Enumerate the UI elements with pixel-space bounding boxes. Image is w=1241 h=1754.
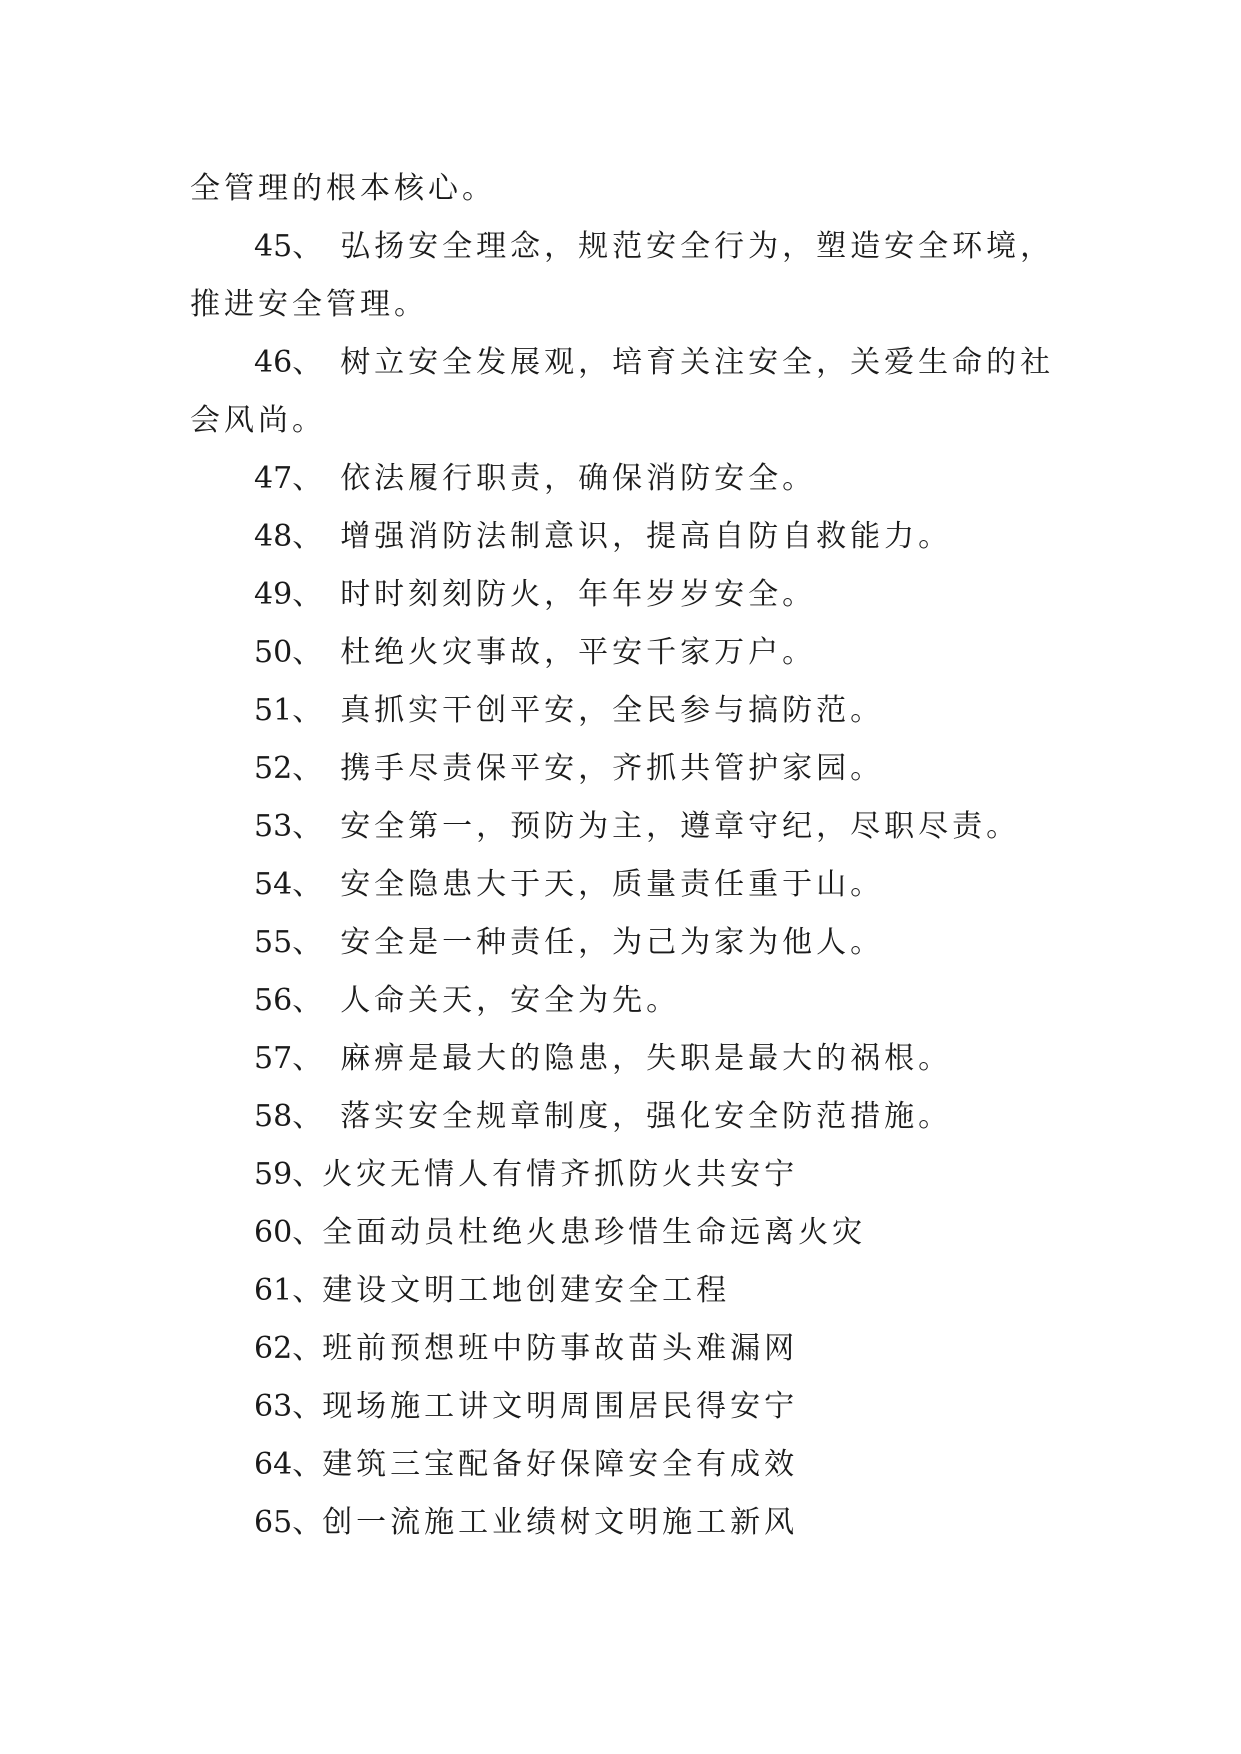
item-text: 现场施工讲文明周围居民得安宁	[322, 1389, 799, 1424]
item-number: 53	[254, 809, 293, 844]
list-item-60	[190, 1204, 1050, 1262]
item-number: 54	[254, 867, 293, 902]
list-item-62	[190, 1320, 1050, 1378]
item-number: 55	[254, 925, 293, 960]
item-text: 树立安全发展观，培育关注安全，关爱生命的社	[340, 345, 1055, 380]
item-number: 51	[254, 693, 293, 728]
list-item-45	[190, 218, 1055, 276]
list-item-59	[190, 1146, 1050, 1204]
item-number: 63	[254, 1389, 293, 1424]
item-text: 安全隐患大于天，质量责任重于山。	[340, 867, 885, 902]
list-item-47	[190, 450, 1050, 508]
item-separator: 、	[292, 1099, 323, 1134]
item-text: 落实安全规章制度，强化安全防范措施。	[340, 1099, 953, 1134]
list-item-48	[190, 508, 1050, 566]
item-separator: 、	[292, 1505, 323, 1540]
item-number: 47	[254, 461, 293, 496]
list-item-50	[190, 624, 1050, 682]
item-text: 真抓实干创平安，全民参与搞防范。	[340, 693, 885, 728]
item-separator: 、	[292, 925, 323, 960]
item-separator: 、	[292, 751, 323, 786]
item-number: 65	[254, 1505, 293, 1540]
item-separator: 、	[292, 983, 323, 1018]
item-number: 50	[254, 635, 293, 670]
list-item-63	[190, 1378, 1050, 1436]
document-body	[190, 160, 1055, 1552]
item-text: 增强消防法制意识，提高自防自救能力。	[340, 519, 953, 554]
list-item-52	[190, 740, 1050, 798]
item-number: 58	[254, 1099, 293, 1134]
item-text: 杜绝火灾事故，平安千家万户。	[340, 635, 817, 670]
item-text: 建筑三宝配备好保障安全有成效	[322, 1447, 799, 1482]
item-number: 57	[254, 1041, 293, 1076]
item-separator: 、	[292, 461, 323, 496]
item-separator: 、	[292, 635, 323, 670]
list-item-64	[190, 1436, 1050, 1494]
list-item-58	[190, 1088, 1050, 1146]
list-item-45-continuation: 推进安全管理。	[190, 287, 428, 322]
list-item-53	[190, 798, 1050, 856]
item-text: 火灾无情人有情齐抓防火共安宁	[322, 1157, 799, 1192]
item-number: 59	[254, 1157, 293, 1192]
list-item-49	[190, 566, 1050, 624]
item-text: 人命关天，安全为先。	[340, 983, 681, 1018]
item-separator: 、	[292, 693, 323, 728]
item-text: 创一流施工业绩树文明施工新风	[322, 1505, 799, 1540]
item-separator: 、	[292, 519, 323, 554]
item-separator: 、	[292, 345, 323, 380]
item-text: 安全是一种责任，为己为家为他人。	[340, 925, 885, 960]
item-text: 麻痹是最大的隐患，失职是最大的祸根。	[340, 1041, 953, 1076]
item-separator: 、	[292, 229, 323, 264]
item-text: 时时刻刻防火，年年岁岁安全。	[340, 577, 817, 612]
list-item-51	[190, 682, 1050, 740]
item-text: 携手尽责保平安，齐抓共管护家园。	[340, 751, 885, 786]
item-separator: 、	[292, 1157, 323, 1192]
item-text: 依法履行职责，确保消防安全。	[340, 461, 817, 496]
item-separator: 、	[292, 1215, 323, 1250]
item-text: 弘扬安全理念，规范安全行为，塑造安全环境，	[340, 229, 1055, 264]
item-number: 60	[254, 1215, 293, 1250]
item-number: 64	[254, 1447, 293, 1482]
list-item-46-continuation: 会风尚。	[190, 403, 326, 438]
item-number: 49	[254, 577, 293, 612]
item-number: 56	[254, 983, 293, 1018]
item-text: 安全第一，预防为主，遵章守纪，尽职尽责。	[340, 809, 1021, 844]
item-separator: 、	[292, 1273, 323, 1308]
list-item-55	[190, 914, 1050, 972]
item-number: 48	[254, 519, 293, 554]
item-separator: 、	[292, 867, 323, 902]
item-number: 62	[254, 1331, 293, 1366]
list-item-61	[190, 1262, 1050, 1320]
item-text: 建设文明工地创建安全工程	[322, 1273, 731, 1308]
list-item-57	[190, 1030, 1050, 1088]
list-item-46	[190, 334, 1055, 392]
item-number: 61	[254, 1273, 293, 1308]
item-number: 52	[254, 751, 293, 786]
list-item-65	[190, 1494, 1050, 1552]
item-separator: 、	[292, 1331, 323, 1366]
paragraph-continuation: 全管理的根本核心。	[190, 171, 496, 206]
item-number: 46	[254, 345, 293, 380]
item-separator: 、	[292, 1389, 323, 1424]
list-item-56	[190, 972, 1050, 1030]
item-separator: 、	[292, 809, 323, 844]
item-separator: 、	[292, 1447, 323, 1482]
item-separator: 、	[292, 577, 323, 612]
list-item-54	[190, 856, 1050, 914]
item-number: 45	[254, 229, 293, 264]
item-text: 全面动员杜绝火患珍惜生命远离火灾	[322, 1215, 867, 1250]
item-text: 班前预想班中防事故苗头难漏网	[322, 1331, 799, 1366]
item-separator: 、	[292, 1041, 323, 1076]
